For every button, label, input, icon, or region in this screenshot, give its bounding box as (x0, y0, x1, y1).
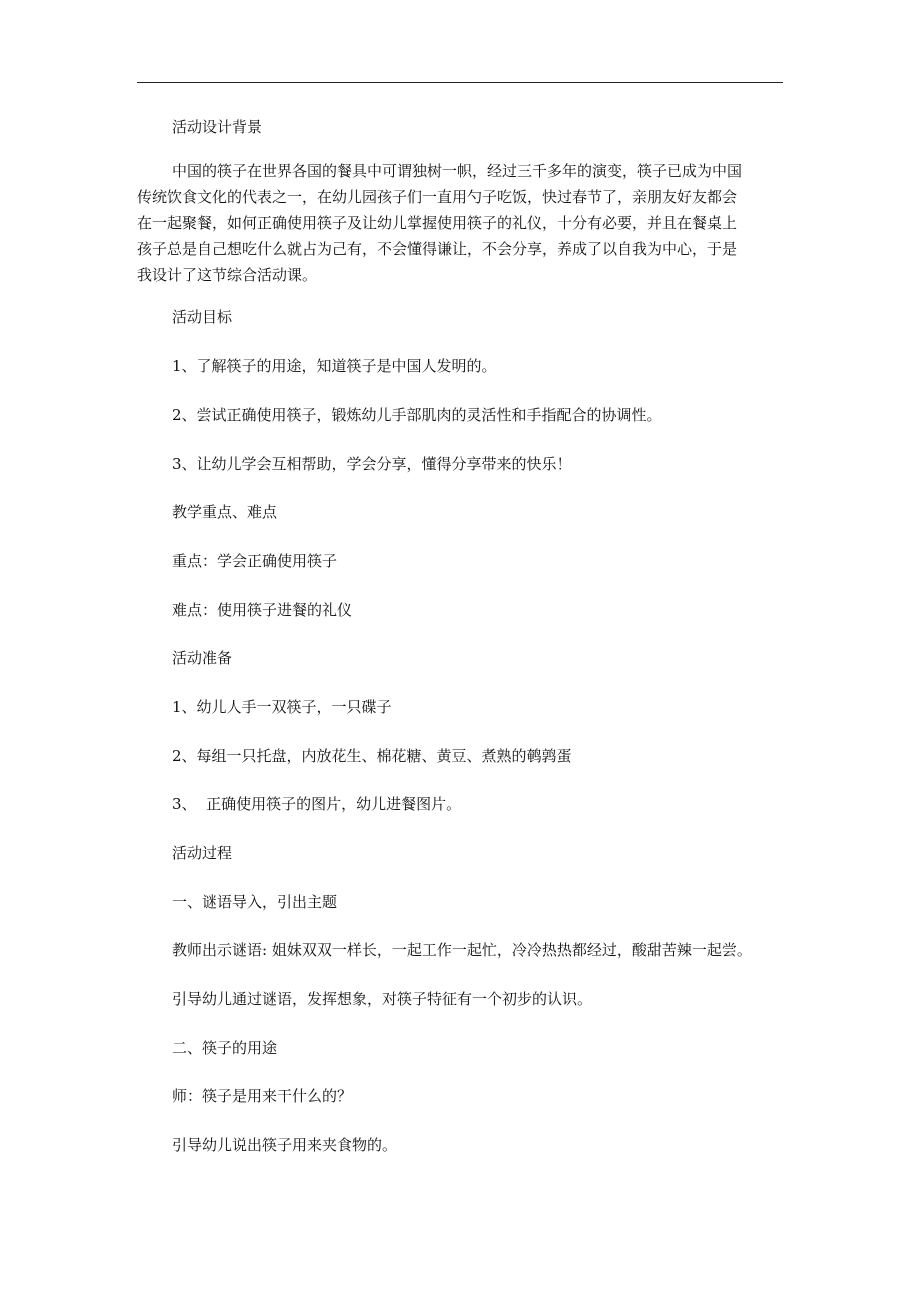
section-heading: 活动目标 (172, 308, 233, 326)
key-point: 重点：学会正确使用筷子 (172, 552, 338, 570)
process-step-heading: 二、筷子的用途 (172, 1039, 278, 1057)
goal-item: 2、尝试正确使用筷子，锻炼幼儿手部肌肉的灵活性和手指配合的协调性。 (172, 406, 662, 424)
goal-item: 1、了解筷子的用途，知道筷子是中国人发明的。 (172, 357, 497, 375)
paragraph-line: 在一起聚餐，如何正确使用筷子及让幼儿掌握使用筷子的礼仪，十分有必要，并且在餐桌上 (137, 214, 738, 232)
process-text: 教师出示谜语: 姐妹双双一样长，一起工作一起忙，冷冷热热都经过，酸甜苦辣一起尝。 (172, 941, 752, 959)
section-heading: 活动准备 (172, 649, 233, 667)
process-text: 师：筷子是用来干什么的？ (172, 1087, 353, 1105)
background-paragraph (137, 158, 787, 288)
header-rule (137, 82, 783, 83)
section-heading: 活动设计背景 (172, 118, 263, 136)
paragraph-line: 传统饮食文化的代表之一，在幼儿园孩子们一直用勺子吃饭，快过春节了，亲朋友好友都会 (137, 188, 738, 206)
paragraph-line: 孩子总是自己想吃什么就占为己有，不会懂得谦让，不会分享，养成了以自我为中心，于是 (137, 240, 738, 258)
section-heading: 活动过程 (172, 844, 233, 862)
paragraph-line: 我设计了这节综合活动课。 (137, 266, 318, 284)
preparation-item: 3、 正确使用筷子的图片，幼儿进餐图片。 (172, 795, 462, 813)
process-text: 引导幼儿通过谜语，发挥想象，对筷子特征有一个初步的认识。 (172, 990, 593, 1008)
process-text: 引导幼儿说出筷子用来夹食物的。 (172, 1136, 398, 1154)
preparation-item: 1、幼儿人手一双筷子，一只碟子 (172, 698, 392, 716)
paragraph-line: 中国的筷子在世界各国的餐具中可谓独树一帜，经过三千多年的演变，筷子已成为中国 (172, 162, 743, 180)
preparation-item: 2、每组一只托盘，内放花生、棉花糖、黄豆、煮熟的鹌鹑蛋 (172, 747, 572, 765)
goal-item: 3、让幼儿学会互相帮助，学会分享，懂得分享带来的快乐！ (172, 455, 572, 473)
difficult-point: 难点：使用筷子进餐的礼仪 (172, 601, 353, 619)
section-heading: 教学重点、难点 (172, 503, 278, 521)
process-step-heading: 一、谜语导入，引出主题 (172, 893, 338, 911)
